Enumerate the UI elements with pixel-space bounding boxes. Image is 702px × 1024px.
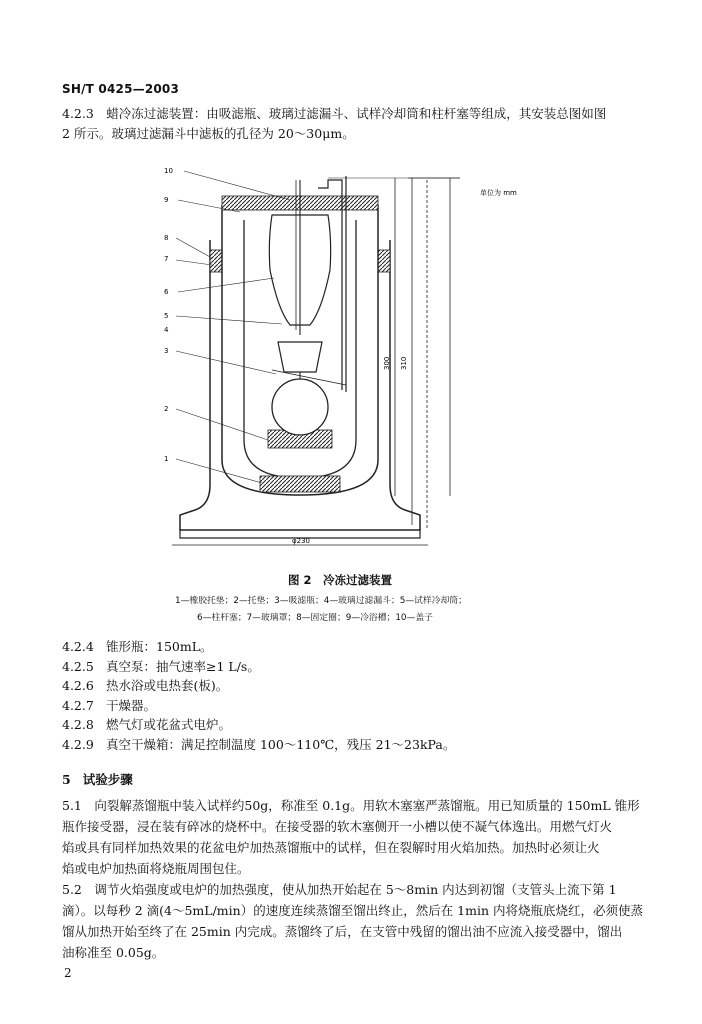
part-label-10: 10: [164, 167, 173, 175]
part-label-1: 1: [164, 455, 169, 463]
glass-filter-funnel: [278, 342, 322, 372]
dim-310-label: 310: [400, 356, 408, 370]
part-label-6: 6: [164, 288, 169, 296]
dim-300-label: 300: [383, 356, 391, 370]
equipment-list: [62, 637, 455, 754]
step-5-2-line1: 5.2 调节火焰强度或电炉的加热强度，使从加热开始起在 5～8min 内达到初馏（支管头上流下第 1: [62, 882, 617, 897]
part-label-2: 2: [164, 405, 169, 413]
section-number: 5: [62, 772, 71, 787]
step-5-2-line2: 滴）。以每秒 2 滴(4～5mL/min）的速度连续蒸馏至馏出终止，然后在 1min 内将烧瓶底烧红，必须使蒸: [62, 903, 644, 918]
list-item: 4.2.4 锥形瓶：150mL。: [62, 639, 213, 654]
unit-note: 单位为 mm: [480, 189, 517, 197]
section-heading: [62, 770, 133, 788]
figure-legend-line1: 1—橡胶托垫；2—托垫；3—吸滤瓶；4—玻璃过滤漏斗；5—试样冷却筒；: [175, 596, 467, 606]
suction-flask: [272, 379, 328, 435]
list-item: 4.2.5 真空泵：抽气速率≥1 L/s。: [62, 658, 260, 674]
list-item: 4.2.6 热水浴或电热套(板)。: [62, 678, 229, 693]
figure-legend-line2: 6—柱杆塞；7—玻璃罩；8—固定圈；9—冷浴槽；10—盖子: [197, 613, 433, 623]
list-item: 4.2.8 燃气灯或花盆式电炉。: [62, 717, 232, 732]
part-label-9: 9: [164, 196, 169, 204]
part-label-7: 7: [164, 255, 169, 263]
step-5-1-line2: 瓶作接受器，浸在装有碎冰的烧杯中。在接受器的软木塞侧开一小槽以使不凝气体逸出。用燃气灯火: [62, 819, 613, 834]
fixing-ring-left: [210, 250, 222, 272]
part-label-3: 3: [164, 347, 169, 355]
part-label-5: 5: [164, 312, 169, 320]
cold-filter-apparatus-figure: [150, 160, 570, 560]
rubber-support-pad: [260, 476, 340, 492]
standard-code: SH/T 0425—2003: [62, 82, 180, 96]
step-5-2-line4: 油称准至 0.05g。: [62, 945, 165, 960]
step-5-1-line3: 焰或具有同样加热效果的花盆电炉加热蒸馏瓶中的试样，但在裂解时用火焰加热。加热时必须让火: [62, 840, 600, 855]
clause-4-2-3-line1: 4.2.3 蜡冷冻过滤装置：由吸滤瓶、玻璃过滤漏斗、试样冷却筒和柱杆塞等组成，其安装总图如图: [62, 106, 607, 121]
step-5-1-line4: 焰或电炉加热面将烧瓶周围包住。: [62, 861, 250, 876]
page-number: 2: [64, 966, 72, 980]
figure-caption-title: 图 2 冷冻过滤装置: [288, 573, 393, 587]
dim-diameter-label: φ230: [292, 537, 310, 545]
step-5-1-line1: 5.1 向裂解蒸馏瓶中装入试样约50g，称准至 0.1g。用软木塞塞严蒸馏瓶。用已知质量的 150mL 锥形: [62, 798, 640, 813]
part-label-4: 4: [164, 326, 169, 334]
list-item: 4.2.9 真空干燥箱：满足控制温度 100～110℃，残压 21～23kPa。: [62, 736, 456, 752]
step-5-2-line3: 馏从加热开始至终了在 25min 内完成。蒸馏终了后，在支管中残留的馏出油不应流入接受器中，馏出: [62, 924, 623, 939]
part-label-8: 8: [164, 234, 169, 242]
list-item: 4.2.7 干燥器。: [62, 697, 157, 713]
fixing-ring-right: [378, 250, 390, 272]
clause-4-2-3-line2: 2 所示。玻璃过滤漏斗中滤板的孔径为 20～30μm。: [62, 126, 355, 141]
section-title: 试验步骤: [82, 772, 133, 787]
